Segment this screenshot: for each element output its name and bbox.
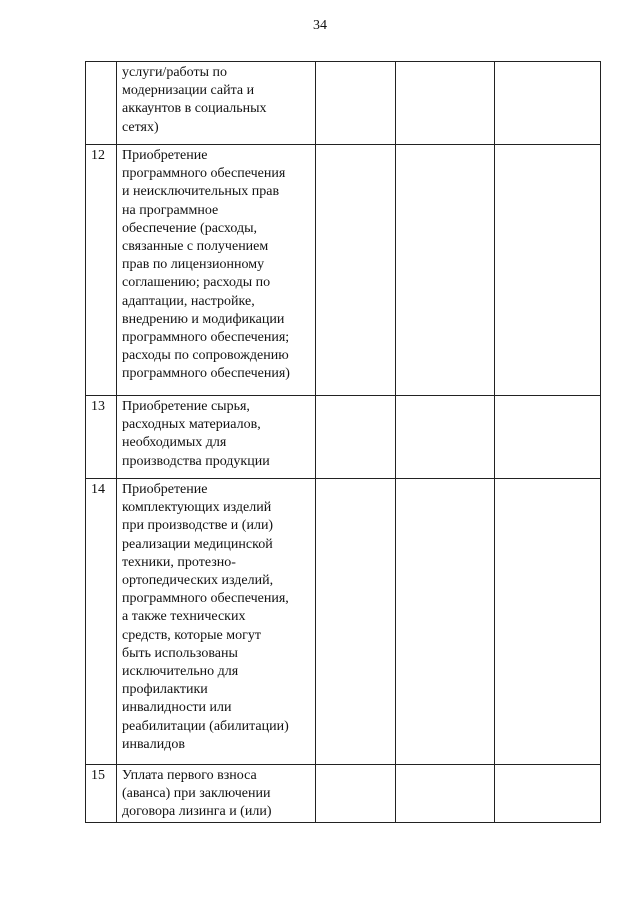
description-line: необходимых для [122, 435, 227, 451]
description-line: производства продукции [122, 453, 270, 469]
empty-cell [396, 62, 495, 145]
description-line: ортопедических изделий, [122, 573, 274, 589]
empty-cell [316, 62, 396, 145]
description-line: обеспечение (расходы, [122, 220, 258, 236]
description-line: адаптации, настройке, [122, 293, 255, 309]
description-line: (аванса) при заключении [122, 786, 271, 802]
description-line: инвалидности или [122, 700, 232, 716]
description-line: Приобретение сырья, [122, 399, 250, 414]
description-line: сетях) [122, 119, 159, 135]
description-line: услуги/работы по [122, 65, 227, 80]
empty-cell [495, 396, 601, 479]
row-number: 14 [86, 479, 117, 765]
description-line: Приобретение [122, 482, 208, 497]
empty-cell [316, 479, 396, 765]
description-line: прав по лицензионному [122, 257, 265, 273]
empty-cell [396, 479, 495, 765]
description-line: внедрению и модификации [122, 311, 285, 327]
empty-cell [396, 145, 495, 396]
description-line: быть использованы [122, 645, 238, 661]
table-row [86, 145, 601, 396]
row-number: 15 [86, 765, 117, 823]
description-line: программного обеспечения, [122, 591, 289, 607]
table-row [86, 62, 601, 145]
description-line: договора лизинга и (или) [122, 804, 272, 820]
empty-cell [316, 396, 396, 479]
row-number: 13 [86, 396, 117, 479]
empty-cell [495, 62, 601, 145]
description-line: комплектующих изделий [122, 500, 272, 516]
description-line: профилактики [122, 682, 208, 698]
description-line: средств, которые могут [122, 627, 261, 643]
description-line: и неисключительных прав [122, 184, 280, 200]
row-description [117, 62, 316, 145]
row-number [86, 62, 117, 145]
description-line: расходы по сопровождению [122, 348, 289, 364]
row-number: 12 [86, 145, 117, 396]
description-line: при производстве и (или) [122, 518, 274, 534]
row-description [117, 479, 316, 765]
description-line: аккаунтов в социальных [122, 101, 267, 117]
description-line: реализации медицинской [122, 536, 273, 552]
description-line: расходных материалов, [122, 417, 261, 433]
empty-cell [316, 145, 396, 396]
description-line: соглашению; расходы по [122, 275, 271, 291]
description-line: реабилитации (абилитации) [122, 718, 289, 734]
row-description [117, 765, 316, 823]
description-line: а также технических [122, 609, 246, 625]
description-line: программного обеспечения; [122, 330, 290, 346]
description-line: модернизации сайта и [122, 83, 255, 99]
description-line: программного обеспечения [122, 166, 286, 182]
description-line: техники, протезно- [122, 554, 236, 570]
description-line: программного обеспечения) [122, 366, 290, 382]
description-line: исключительно для [122, 664, 239, 680]
empty-cell [495, 145, 601, 396]
table-row [86, 479, 601, 765]
page-number: 34 [313, 18, 327, 33]
description-line: на программное [122, 202, 219, 218]
table-row [86, 396, 601, 479]
description-line: Приобретение [122, 148, 208, 163]
description-line: инвалидов [122, 736, 185, 752]
empty-cell [316, 765, 396, 823]
table-row [86, 765, 601, 823]
empty-cell [396, 765, 495, 823]
description-line: связанные с получением [122, 239, 269, 255]
empty-cell [495, 479, 601, 765]
expense-table [85, 61, 601, 823]
description-line: Уплата первого взноса [122, 768, 257, 783]
row-description [117, 396, 316, 479]
row-description [117, 145, 316, 396]
empty-cell [495, 765, 601, 823]
empty-cell [396, 396, 495, 479]
